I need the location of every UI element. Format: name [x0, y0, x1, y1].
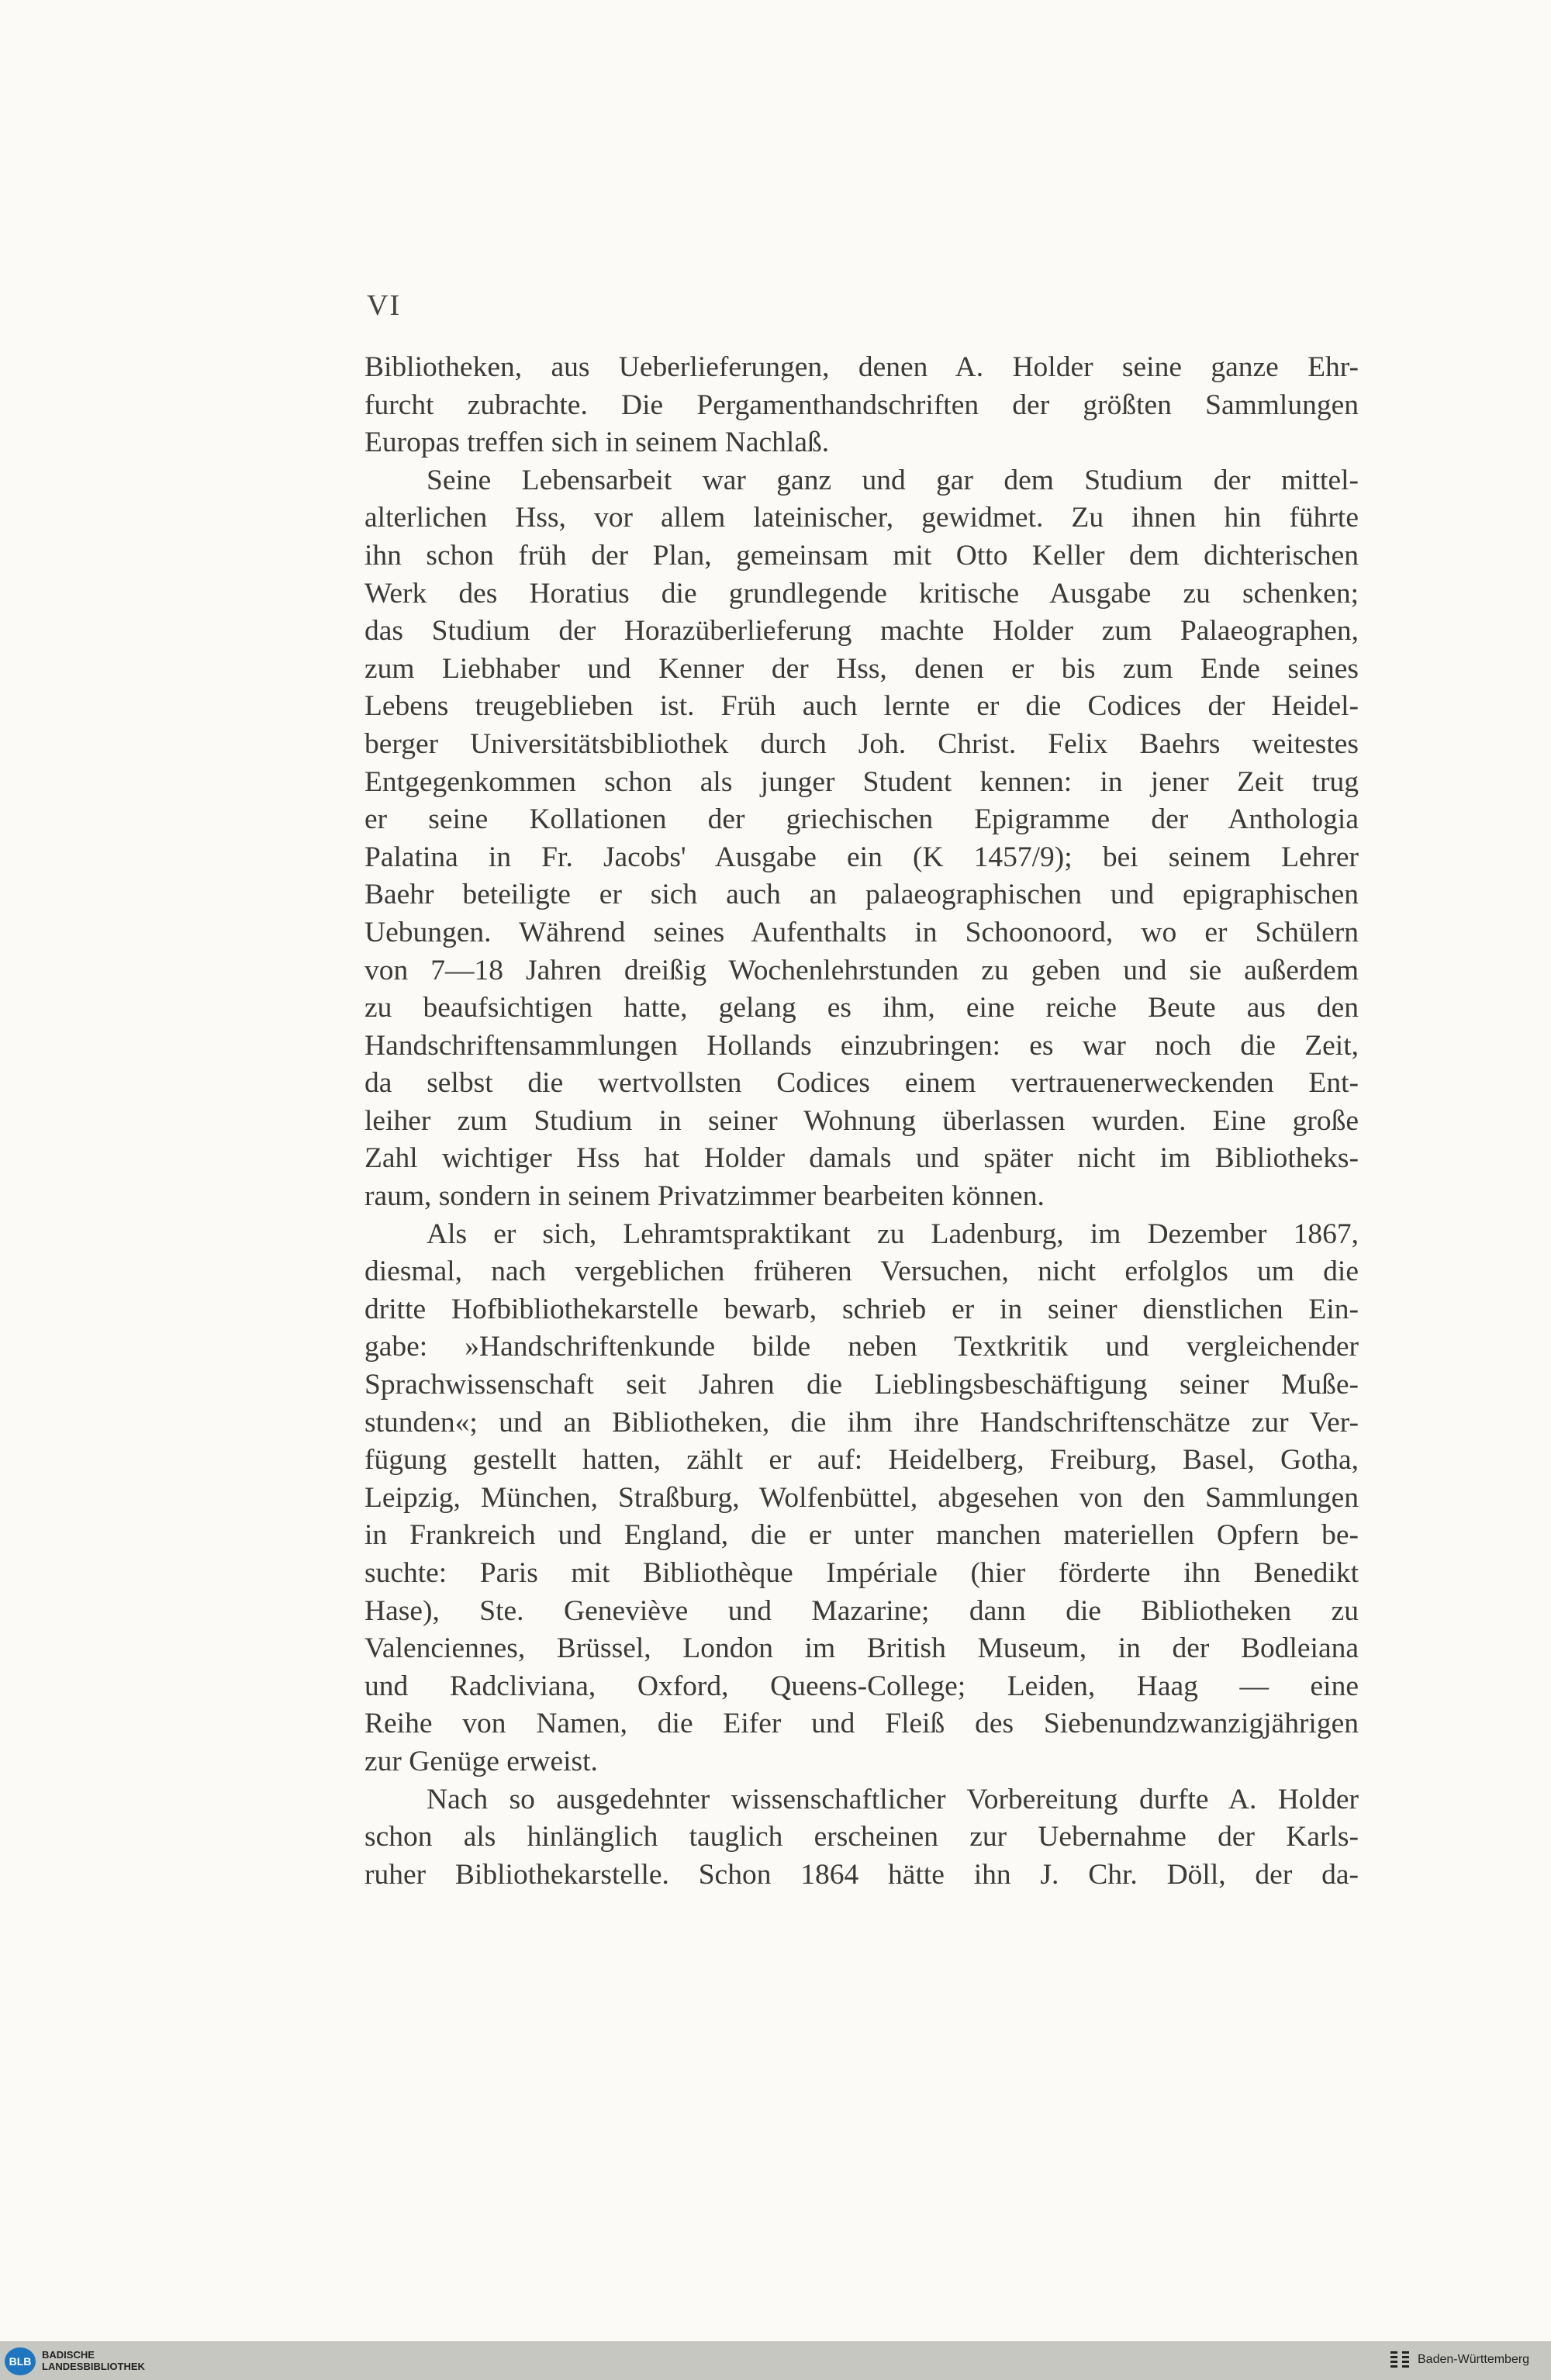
text-line: schon als hinlänglich tauglich erscheinen zur Uebernahme der Karls-: [364, 1821, 1359, 1853]
paragraph-3: [364, 1216, 1359, 1781]
blb-logo-icon: BLB: [5, 2347, 36, 2375]
text-line: das Studium der Horazüberlieferung machte Holder zum Palaeographen,: [364, 615, 1359, 648]
text-line: zum Liebhaber und Kenner der Hss, denen er bis zum Ende seines: [364, 652, 1359, 685]
text-line: Seine Lebensarbeit war ganz und gar dem Studium der mittel-: [427, 464, 1359, 496]
text-line: Valenciennes, Brüssel, London im British Museum, in der Bodleiana: [364, 1632, 1359, 1665]
text-line: Baehr beteiligte er sich auch an palaeographischen und epigraphischen: [364, 879, 1359, 911]
paragraph-1: [364, 349, 1359, 462]
text-line: dritte Hofbibliothekarstelle bewarb, schrieb er in seiner dienstlichen Ein-: [364, 1293, 1359, 1325]
text-line: Palatina in Fr. Jacobs' Ausgabe ein (K 1457/9); bei seinem Lehrer: [364, 841, 1359, 873]
text-line: diesmal, nach vergeblichen früheren Versuchen, nicht erfolglos um die: [364, 1256, 1359, 1288]
text-line: Lebens treugeblieben ist. Früh auch lernte er die Codices der Heidel-: [364, 690, 1359, 723]
text-line: raum, sondern in seinem Privatzimmer bearbeiten können.: [364, 1180, 1045, 1213]
footer-bar: [0, 2341, 1551, 2380]
text-line: furcht zubrachte. Die Pergamenthandschriften der größten Sammlungen: [364, 389, 1359, 421]
text-line: suchte: Paris mit Bibliothèque Impériale (hier förderte ihn Benedikt: [364, 1557, 1359, 1589]
text-line: Handschriftensammlungen Hollands einzubringen: es war noch die Zeit,: [364, 1029, 1359, 1062]
page-number: VI: [367, 289, 402, 322]
text-line: er seine Kollationen der griechischen Epigramme der Anthologia: [364, 803, 1359, 836]
text-line: von 7—18 Jahren dreißig Wochenlehrstunden zu geben und sie außerdem: [364, 954, 1359, 986]
text-line: stunden«; und an Bibliotheken, die ihm ihre Handschriftenschätze zur Ver-: [364, 1406, 1359, 1439]
text-line: ruher Bibliothekarstelle. Schon 1864 hätte ihn J. Chr. Döll, der da-: [364, 1858, 1359, 1891]
text-line: und Radcliviana, Oxford, Queens-College; Leiden, Haag — eine: [364, 1670, 1359, 1702]
text-line: fügung gestellt hatten, zählt er auf: Heidelberg, Freiburg, Basel, Gotha,: [364, 1444, 1359, 1477]
text-line: Bibliotheken, aus Ueberlieferungen, denen A. Holder seine ganze Ehr-: [364, 351, 1359, 383]
state-name: Baden-Württemberg: [1418, 2353, 1530, 2366]
text-line: Sprachwissenschaft seit Jahren die Lieblingsbeschäftigung seiner Muße-: [364, 1369, 1359, 1401]
text-line: Nach so ausgedehnter wissenschaftlicher Vorbereitung durfte A. Holder: [427, 1783, 1359, 1815]
text-line: Zahl wichtiger Hss hat Holder damals und später nicht im Bibliotheks-: [364, 1142, 1359, 1175]
library-name-line1: BADISCHE: [42, 2349, 95, 2361]
body-text: [364, 349, 1359, 1894]
text-line: berger Universitätsbibliothek durch Joh. Christ. Felix Baehrs weitestes: [364, 727, 1359, 760]
text-line: Als er sich, Lehramtspraktikant zu Ladenburg, im Dezember 1867,: [427, 1218, 1359, 1250]
text-line: Leipzig, München, Straßburg, Wolfenbüttel, abgesehen von den Sammlungen: [364, 1481, 1359, 1514]
text-line: Uebungen. Während seines Aufenthalts in Schoonoord, wo er Schülern: [364, 916, 1359, 948]
text-line: in Frankreich und England, die er unter manchen materiellen Opfern be-: [364, 1519, 1359, 1552]
text-line: Werk des Horatius die grundlegende kritische Ausgabe zu schenken;: [364, 577, 1359, 610]
text-line: zu beaufsichtigen hatte, gelang es ihm, eine reiche Beute aus den: [364, 992, 1359, 1024]
paragraph-2: [364, 462, 1359, 1216]
text-line: Europas treffen sich in seinem Nachlaß.: [364, 427, 830, 459]
library-name: [42, 2349, 145, 2372]
text-line: Hase), Ste. Geneviève und Mazarine; dann die Bibliotheken zu: [364, 1594, 1359, 1627]
text-line: Entgegenkommen schon als junger Student kennen: in jener Zeit trug: [364, 765, 1359, 798]
text-line: da selbst die wertvollsten Codices einem vertrauenerweckenden Ent-: [364, 1067, 1359, 1100]
text-line: zur Genüge erweist.: [364, 1745, 598, 1777]
paragraph-4: [364, 1781, 1359, 1895]
baden-wuerttemberg-emblem-icon: [1388, 2349, 1411, 2372]
text-line: alterlichen Hss, vor allem lateinischer, gewidmet. Zu ihnen hin führte: [364, 502, 1359, 534]
text-line: Reihe von Namen, die Eifer und Fleiß des Siebenundzwanzigjährigen: [364, 1708, 1359, 1740]
text-line: ihn schon früh der Plan, gemeinsam mit Otto Keller dem dichterischen: [364, 539, 1359, 572]
text-line: gabe: »Handschriftenkunde bilde neben Textkritik und vergleichender: [364, 1331, 1359, 1363]
text-line: leiher zum Studium in seiner Wohnung überlassen wurden. Eine große: [364, 1104, 1359, 1137]
library-name-line2: LANDESBIBLIOTHEK: [42, 2361, 145, 2372]
